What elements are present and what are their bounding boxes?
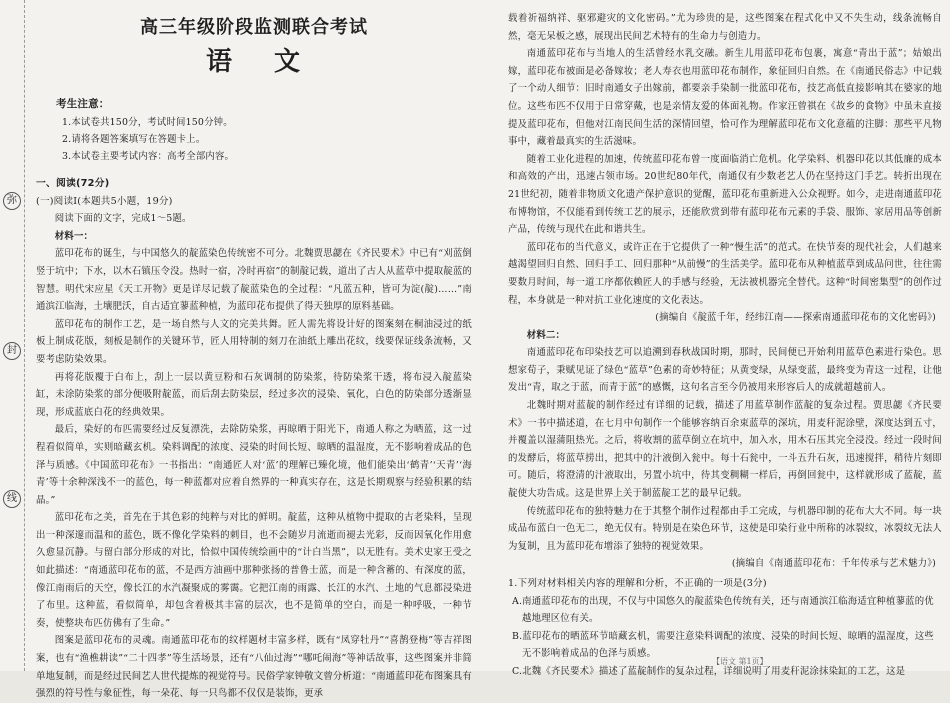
notice-item: 3.本试卷主要考试内容：高考全部内容。 <box>62 151 235 162</box>
option-letter: A. <box>512 595 523 607</box>
question-option <box>512 593 942 628</box>
option-text: 北魏《齐民要术》描述了蓝靛制作的复杂过程，详细说明了用麦秆泥涂抹染缸的工艺，这是 <box>522 665 906 677</box>
binding-margin <box>0 0 25 671</box>
source-citation: (摘编自《靛蓝千年，经纬江南——探索南通蓝印花布的文化密码》) <box>655 312 936 324</box>
paragraph: 随着工业化进程的加速，传统蓝印花布曾一度面临消亡危机。化学染料、机器印花以其低廉的成本和高效的产出，迅速占领市场。20世纪80年代，南通仅有少数老艺人仍在坚持这门手艺。转折出现在21世纪初，随着非物质文化遗产保护意识的觉醒，蓝印花布重新进入公众视野。如今，走进南通蓝印花布博物馆，不仅能看到传统工艺的展示，还能欣赏到带有蓝印花布元素的手袋、服饰、家居用品等创新产品，传统与现代在此和谐共生。 <box>508 153 942 236</box>
notice-item: 1.本试卷共150分，考试时间150分钟。 <box>62 117 233 128</box>
left-column <box>36 10 472 703</box>
question-stem: 1.下列对材料相关内容的理解和分析，不正确的一项是(3分) <box>508 578 767 589</box>
binding-mark-line: 线 <box>3 490 21 508</box>
material-heading: 材料一： <box>54 230 94 242</box>
source-citation: (摘编自《南通蓝印花布：千年传承与艺术魅力》) <box>731 558 936 570</box>
paragraph: 南通蓝印花布印染技艺可以追溯到春秋战国时期，那时，民间便已开始利用蓝草色素进行染色。思想家荀子，秉赋见证了绿色“蓝草”色素的奇妙特征；从黄变绿，从绿变蓝，最终变为青这一过程，让他发出“青，取之于蓝，而青于蓝”的感慨，这句名言至今仍被用来形容后人的成就超越前人。 <box>508 347 942 394</box>
subsection-heading: (一)阅读Ⅰ(本题共5小题，19分) <box>36 195 173 207</box>
subject-title: 语文 <box>205 47 342 77</box>
option-letter: B. <box>512 630 523 642</box>
paragraph: 南通蓝印花布与当地人的生活曾经水乳交融。新生儿用蓝印花布包裹，寓意“青出于蓝”；姑娘出嫁，蓝印花布被面是必备嫁妆；老人寿衣也用蓝印花布制作，象征回归自然。在《南通民俗志》中记载了一个动人细节：旧时南通女子出嫁前，都要亲手染制一批蓝印花布，技艺高低直接影响其在婆家的地位。这些布匹不仅用于日常穿戴，也是亲情友爱的体面礼物。作家汪曾祺在《故乡的食物》中虽未直接提及蓝印花布，但他对江南民间生活的深情回望，恰可作为理解蓝印花布文化意蕴的注脚：那些平凡物事中，藏着最真实的生活滋味。 <box>508 48 942 148</box>
paragraph: 最后，染好的布匹需要经过反复漂洗，去除防染浆，再晾晒于阳光下，南通人称之为晒蓝，这一过程看似简单，实则暗藏玄机。染料调配的浓度、浸染的时间长短、晾晒的温湿度，无不影响着成品的色泽与质感。《中国蓝印花布》一书指出：“南通匠人对‘蓝’的理解已臻化境，他们能染出‘鹤青’‘天青’‘海青’等十余种深浅不一的蓝色，每一种蓝都对应着自然界的一种真实存在，这是长期观察与经验积累的结晶。” <box>36 424 472 506</box>
paragraph: 图案是蓝印花布的灵魂。南通蓝印花布的纹样题材丰富多样，既有“凤穿牡丹”“喜鹊登梅”等吉祥图案，也有“渔樵耕读”“二十四孝”等生活场景，还有“八仙过海”“哪吒闹海”等神话故事，这些图案并非简单地复制，而是经过民间艺人世代提炼的视觉符号。民俗学家钟敬文曾分析道：“南通蓝印花布图案具有强烈的符号性与象征性，每一朵花、每一只鸟都不仅仅是装饰，更承 <box>36 635 472 700</box>
exam-title: 高三年级阶段监测联合考试 <box>140 17 368 38</box>
paragraph: 蓝印花布的诞生，与中国悠久的靛蓝染色传统密不可分。北魏贾思勰在《齐民要术》中已有“刈蓝倒竖于坑中；下水，以木石镇压令没。热时一宿，冷时再宿”的制靛记载，道出了古人从蓝草中提取靛蓝的智慧。明代宋应星《天工开物》更是详尽记载了靛蓝染色的全过程：“凡蓝五种，皆可为淀(靛)……”南通滨江临海，土壤肥沃，自古适宜蓼蓝种植，为蓝印花布提供了得天独厚的原料基础。 <box>36 248 472 313</box>
option-text: 南通蓝印花布的出现，不仅与中国悠久的靛蓝染色传统有关，还与南通滨江临海适宜种植蓼蓝的优越地理区位有关。 <box>522 595 934 625</box>
paragraph: 传统蓝印花布的独特魅力在于其整个制作过程都由手工完成，与机器印制的花布大大不同。每一块成品布蓝白一色无二，绝无仅有。特别是在染色环节，这使是印染行业中所称的冰裂纹，冰裂纹无法人为复制，且为蓝印花布增添了独特的视觉效果。 <box>508 505 942 552</box>
right-column <box>508 10 942 681</box>
section-heading: 一、阅读(72分) <box>36 178 110 189</box>
page-footer: 【语文 第1页】 <box>712 657 768 666</box>
notice-heading: 考生注意： <box>56 98 110 110</box>
paragraph: 载着祈福纳祥、驱邪避灾的文化密码。”尤为珍贵的是，这些图案在程式化中又不失生动，线条流畅自然，毫无呆板之感，展现出民间艺术特有的生命力与创造力。 <box>508 13 942 42</box>
paragraph: 蓝印花布的制作工艺，是一场自然与人文的完美共舞。匠人需先将设计好的图案刻在桐油浸过的纸板上制成花版，刻板是制作的关键环节，匠人用特制的刻刀在油纸上雕出花纹，线要保证线条流畅，又要考虑防染效果。 <box>36 318 472 365</box>
binding-mark-seal: 封 <box>3 342 21 360</box>
notice-item: 2.请将各题答案填写在答题卡上。 <box>62 134 206 145</box>
paragraph: 蓝印花布之美，首先在于其色彩的纯粹与对比的鲜明。靛蓝，这种从植物中提取的古老染料，呈现出一种深邃而温和的蓝色，既不像化学染料的刺目，也不会随岁月流逝而褪去光彩，反而因氧化作用愈久愈显沉静。与留白部分形成的对比，恰似中国传统绘画中的“计白当黑”，以无胜有。美术史家王受之如此描述：“南通蓝印花布的蓝，不是西方油画中那种张扬的普鲁士蓝，而是一种含蓄的、有深度的蓝，像江南雨后的天空，像长江的水汽凝聚成的雾霭。它把江南的雨露、长江的水汽、土地的气息都浸染进了布里。这种蓝，看似简单，却包含着极其丰富的层次，也不是简单的空白，而是一种呼吸，一种节奏，使整块布匹仿佛有了生命。” <box>36 512 472 629</box>
paragraph: 北魏时期对蓝靛的制作经过有详细的记载，描述了用蓝草制作蓝靛的复杂过程。贾思勰《齐民要术》一书中描述道，在七月中旬制作一个能够容纳百余束蓝草的深坑，用麦秆泥涂壁，深度达到五寸，并覆盖以湿蒲阻热光。之后，将收割的蓝草倒立在坑中，加入水，用木石压其完全浸没。经过一段时间的发酵后，将蓝草捞出，把其中的汁液倒入瓮中。每十石瓮中，一斗五升石灰，迅速搅拌，稍待片刻即可。随后，将澄清的汁液取出，另置小坑中，待其变稠糊一样后，再倒回瓮中，这样就形成了蓝靛，蓝靛使大功告成。这是世界上关于制蓝靛工艺的最早记载。 <box>508 400 942 500</box>
option-text: 蓝印花布的晒蓝环节暗藏玄机，需要注意染料调配的浓度、浸染的时间长短、晾晒的温湿度，这些无不影响着成品的色泽与质感。 <box>522 630 935 660</box>
option-letter: C. <box>512 665 523 677</box>
material-heading: 材料二： <box>526 329 566 341</box>
paragraph: 蓝印花布的当代意义，或许正在于它提供了一种“慢生活”的范式。在快节奏的现代社会，人们越来越渴望回归自然、回归手工、回归那种“从前慢”的生活美学。蓝印花布从种植蓝草到成品问世，往往需要数月时间，每一道工序都依赖匠人的手感与经验，无法被机器完全替代。这种“时间密集型”的创作过程，本身就是一种对抗工业化速度的文化表达。 <box>508 241 942 306</box>
binding-mark-seal: 弥 <box>3 192 21 210</box>
instruction: 阅读下面的文字，完成1～5题。 <box>54 213 192 225</box>
paragraph: 再将花版覆于白布上，刮上一层以黄豆粉和石灰调制的防染浆，待防染浆干透，将布浸入靛蓝染缸，未涂防染浆的部分便吸附靛蓝，而后刮去防染层，经过多次的浸染、氧化，白色的防染部分透渐显现，形成蓝底白花的经典效果。 <box>36 371 472 418</box>
